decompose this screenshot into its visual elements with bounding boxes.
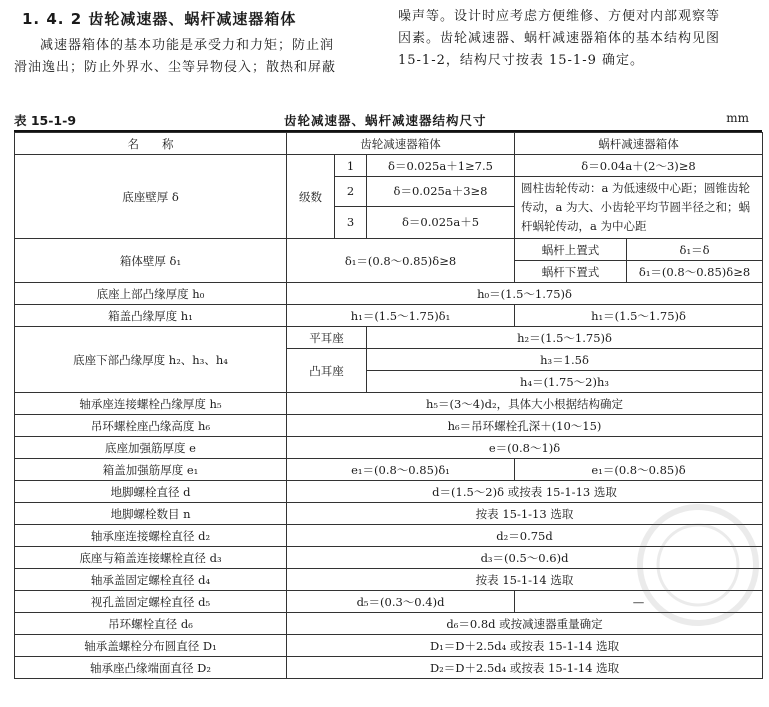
- row-name: 轴承座连接螺栓凸缘厚度 h₅: [15, 393, 287, 415]
- row-value: D₂＝D＋2.5d₄ 或按表 15-1-14 选取: [287, 657, 763, 679]
- header-gear: 齿轮减速器箱体: [287, 133, 515, 155]
- table-row: [15, 327, 763, 349]
- section-left-column: [14, 8, 376, 79]
- row-value: h₅＝(3～4)d₂，具体大小根据结构确定: [287, 393, 763, 415]
- worm-value: e₁＝(0.8～0.85)δ: [515, 459, 763, 481]
- gear-value: e₁＝(0.8～0.85)δ₁: [287, 459, 515, 481]
- row-name: 底座与箱盖连接螺栓直径 d₃: [15, 547, 287, 569]
- raised-label: 凸耳座: [287, 349, 367, 393]
- flat-label: 平耳座: [287, 327, 367, 349]
- row-value: h₀＝(1.5～1.75)δ: [287, 283, 763, 305]
- left-paragraph-line-1: 减速器箱体的基本功能是承受力和力矩；防止润: [40, 38, 335, 53]
- table-row: [15, 155, 763, 177]
- worm-note: 圆柱齿轮传动：a 为低速级中心距；圆锥齿轮传动，a 为大、小齿轮平均节圆半径之和；蜗杆蜗轮传动，a 为中心距: [515, 177, 763, 239]
- row-name: 吊环螺栓座凸缘高度 h₆: [15, 415, 287, 437]
- table-row: [15, 393, 763, 415]
- gear-value: d₅＝(0.3～0.4)d: [287, 591, 515, 613]
- row-name: 底座上部凸缘厚度 h₀: [15, 283, 287, 305]
- section-title: 1. 4. 2 齿轮减速器、蜗杆减速器箱体: [22, 10, 297, 28]
- table-unit: mm: [726, 111, 749, 125]
- row-name: 底座加强筋厚度 e: [15, 437, 287, 459]
- level-number: 1: [335, 155, 367, 177]
- row-name: 地脚螺栓直径 d: [15, 481, 287, 503]
- row-value: D₁＝D＋2.5d₄ 或按表 15-1-14 选取: [287, 635, 763, 657]
- level-formula: δ＝0.025a＋3≥8: [367, 177, 515, 207]
- row-value: 按表 15-1-13 选取: [287, 503, 763, 525]
- table-row: [15, 239, 763, 261]
- table-label: 表 15-1-9: [14, 113, 77, 128]
- table-row: [15, 459, 763, 481]
- table-row: [15, 437, 763, 459]
- row-value: h₆＝吊环螺栓孔深＋(10～15): [287, 415, 763, 437]
- worm-value: h₁＝(1.5～1.75)δ: [515, 305, 763, 327]
- raised-h4: h₄＝(1.75～2)h₃: [367, 371, 763, 393]
- row-value: d＝(1.5～2)δ 或按表 15-1-13 选取: [287, 481, 763, 503]
- row-name: 底座壁厚 δ: [15, 155, 287, 239]
- header-worm: 蜗杆减速器箱体: [515, 133, 763, 155]
- worm-value: —: [515, 591, 763, 613]
- raised-h3: h₃＝1.5δ: [367, 349, 763, 371]
- row-value: d₆＝0.8d 或按减速器重量确定: [287, 613, 763, 635]
- right-paragraph-line-2: 因素。齿轮减速器、蜗杆减速器箱体的基本结构见图: [398, 31, 721, 46]
- row-value: e＝(0.8～1)δ: [287, 437, 763, 459]
- right-paragraph-line-3: 15-1-2，结构尺寸按表 15-1-9 确定。: [398, 53, 645, 68]
- row-name: 底座下部凸缘厚度 h₂、h₃、h₄: [15, 327, 287, 393]
- table-row: [15, 635, 763, 657]
- row-name: 轴承座凸缘端面直径 D₂: [15, 657, 287, 679]
- table-row: [15, 657, 763, 679]
- level-formula: δ＝0.025a＋5: [367, 206, 515, 238]
- row-name: 轴承座连接螺栓直径 d₂: [15, 525, 287, 547]
- worm-top-label: 蜗杆上置式: [515, 239, 627, 261]
- worm-top-value: δ₁＝δ: [627, 239, 763, 261]
- row-name: 吊环螺栓直径 d₆: [15, 613, 287, 635]
- table-title: 齿轮减速器、蜗杆减速器结构尺寸: [284, 113, 487, 128]
- row-value: d₃＝(0.5～0.6)d: [287, 547, 763, 569]
- gear-value: δ₁＝(0.8～0.85)δ≥8: [287, 239, 515, 283]
- table-row: [15, 305, 763, 327]
- level-label: 级数: [287, 155, 335, 239]
- row-name: 箱盖加强筋厚度 e₁: [15, 459, 287, 481]
- row-name: 地脚螺栓数目 n: [15, 503, 287, 525]
- table-header-row: [15, 133, 763, 155]
- level-number: 3: [335, 206, 367, 238]
- worm-formula: δ＝0.04a＋(2～3)≥8: [515, 155, 763, 177]
- row-value: 按表 15-1-14 选取: [287, 569, 763, 591]
- row-name: 轴承盖螺栓分布圆直径 D₁: [15, 635, 287, 657]
- row-name: 箱盖凸缘厚度 h₁: [15, 305, 287, 327]
- header-name: 名 称: [15, 133, 287, 155]
- row-value: d₂＝0.75d: [287, 525, 763, 547]
- worm-bottom-label: 蜗杆下置式: [515, 261, 627, 283]
- row-name: 视孔盖固定螺栓直径 d₅: [15, 591, 287, 613]
- level-formula: δ＝0.025a＋1≥7.5: [367, 155, 515, 177]
- level-number: 2: [335, 177, 367, 207]
- right-paragraph-line-1: 噪声等。设计时应考虑方便维修、方便对内部观察等: [398, 9, 721, 24]
- gear-value: h₁＝(1.5～1.75)δ₁: [287, 305, 515, 327]
- table-row: [15, 415, 763, 437]
- row-name: 轴承盖固定螺栓直径 d₄: [15, 569, 287, 591]
- row-name: 箱体壁厚 δ₁: [15, 239, 287, 283]
- left-paragraph-line-2: 滑油逸出；防止外界水、尘等异物侵入；散热和屏蔽: [14, 60, 337, 75]
- section-right-column: [398, 6, 760, 72]
- worm-bottom-value: δ₁＝(0.8～0.85)δ≥8: [627, 261, 763, 283]
- flat-value: h₂＝(1.5～1.75)δ: [367, 327, 763, 349]
- table-row: [15, 283, 763, 305]
